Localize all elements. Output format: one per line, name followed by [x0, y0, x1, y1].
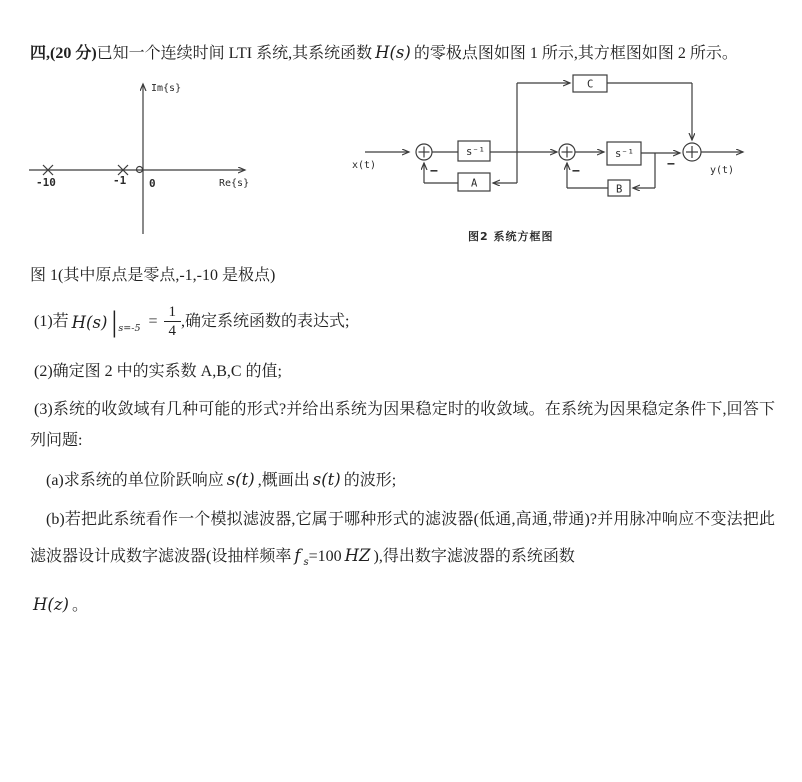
hz-period: 。 [71, 597, 88, 614]
final-line [30, 589, 775, 621]
qa-text-post: 的波形; [343, 472, 397, 489]
q1-evaluation-bar [111, 305, 142, 338]
fig2-caption: 图2 系统方框图 [468, 230, 554, 243]
fig2-block-diagram [345, 69, 775, 254]
question-2: (2)确定图 2 中的实系数 A,B,C 的值; [34, 363, 283, 380]
minus-sign-summer2: − [572, 164, 580, 179]
question-1 [34, 297, 775, 347]
q1-equals: = [148, 313, 158, 330]
gain-b-label: B [616, 183, 623, 196]
minus-sign-summer3: − [667, 157, 675, 172]
minus-sign-summer1: − [430, 164, 438, 179]
output-signal-label: y(t) [710, 165, 735, 176]
heading-math-hs: H(s) [375, 43, 411, 62]
figures-area [30, 69, 802, 265]
q1-subscript: s=-5 [118, 323, 141, 334]
qb-sampling-rate-value: =100 [308, 548, 342, 565]
q1-math-hs: H(s) [71, 312, 108, 332]
q1-text-post: ,确定系统函数的表达式; [181, 313, 350, 330]
problem-heading [30, 0, 775, 69]
qa-math-st2: s(t) [312, 470, 341, 489]
re-axis-label: Re{s} [219, 178, 250, 189]
integrator-2-label: s⁻¹ [615, 148, 634, 160]
gain-c-label: C [587, 78, 594, 91]
heading-text-pre: 已知一个连续时间 LTI 系统,其系统函数 [96, 45, 373, 62]
qb-text-post: ),得出数字滤波器的系统函数 [373, 548, 575, 565]
tick-minus1: -1 [113, 174, 127, 187]
question-b [30, 502, 775, 581]
qa-text-pre: (a)求系统的单位阶跃响应 [46, 472, 224, 489]
summer-1 [416, 144, 432, 160]
fig1-axes [29, 84, 245, 234]
tick-zero: 0 [149, 177, 156, 190]
summer-3 [683, 143, 701, 161]
q1-fraction-denominator: 4 [168, 323, 177, 339]
q1-fraction-numerator: 1 [164, 304, 182, 322]
summer-2 [559, 144, 575, 160]
qb-sampling-rate-unit: HZ [344, 546, 371, 565]
qb-math-f: f [294, 546, 301, 565]
heading-text-post: 的零极点图如图 1 所示,其方框图如图 2 所示。 [413, 45, 738, 62]
qa-math-st1: s(t) [226, 470, 255, 489]
q1-text-pre: (1)若 [34, 313, 69, 330]
fig1-caption: 图 1(其中原点是零点,-1,-10 是极点) [30, 267, 276, 284]
gain-a-label: A [471, 177, 478, 190]
fig2-wires [365, 83, 743, 188]
input-signal-label: x(t) [352, 160, 377, 171]
problem-number: 四,(20 分) [30, 45, 97, 62]
qb-text-pre: (b)若把此系统看作一个模拟滤波器,它属于哪种形式的滤波器(低通,高通,带通)?并用脉冲响应不变法把此滤波器设计成数字滤波器(设抽样频率 [30, 511, 775, 565]
im-axis-label: Im{s} [151, 83, 182, 94]
hz-math: H(z) [33, 595, 69, 614]
q1-fraction [164, 304, 182, 340]
question-3: (3)系统的收敛域有几种可能的形式?并给出系统为因果稳定时的收敛域。在系统为因果稳定条件下,回答下列问题: [30, 401, 775, 449]
q1-vertical-bar: | [111, 305, 118, 338]
fig1-pole-zero-plot [25, 76, 265, 251]
qa-text-mid: ,概画出 [257, 472, 310, 489]
tick-minus10: -10 [36, 176, 56, 189]
integrator-1-label: s⁻¹ [466, 146, 485, 158]
qb-math-f-subscript: s [303, 557, 309, 568]
question-a [30, 465, 775, 496]
